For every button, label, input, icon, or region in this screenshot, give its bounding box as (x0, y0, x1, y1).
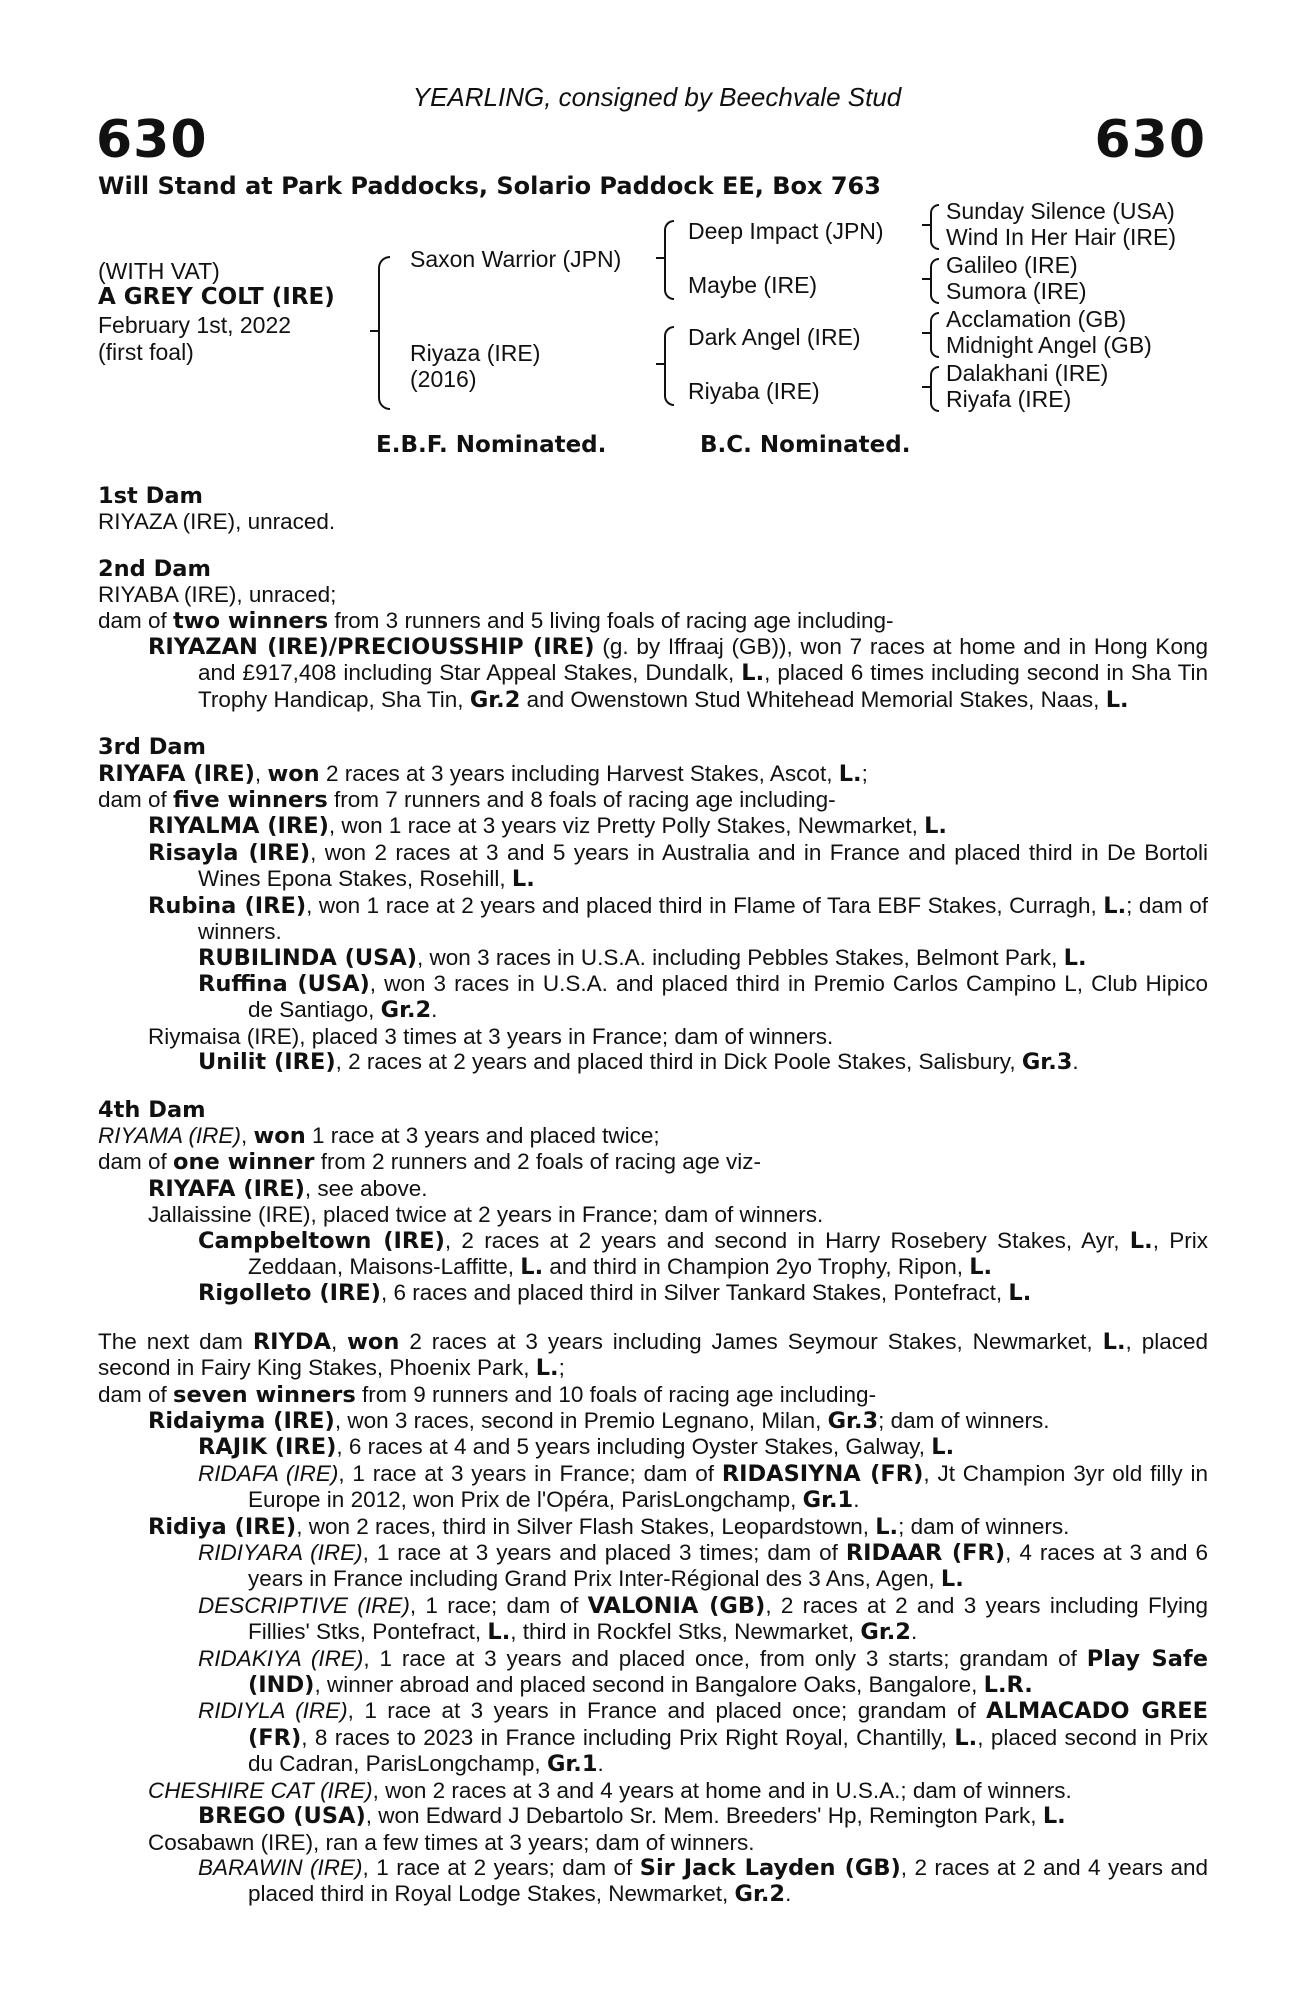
next-dam-produce: dam of seven winners from 9 runners and 10 foals of racing age including- (98, 1381, 877, 1408)
progeny-entry: Rigolleto (IRE), 6 races and placed third in Silver Tankard Stakes, Pontefract, L. (198, 1280, 1032, 1307)
progeny-entry: BREGO (USA), won Edward J Debartolo Sr. Mem. Breeders' Hp, Remington Park, L. (198, 1803, 1066, 1830)
progeny-entry: RAJIK (IRE), 6 races at 4 and 5 years including Oyster Stakes, Galway, L. (198, 1434, 955, 1461)
brace-dam-parents (664, 326, 674, 406)
progeny-entry: Ridiya (IRE), won 2 races, third in Silver Flash Stakes, Leopardstown, L.; dam of winners. (148, 1513, 1070, 1540)
dam-dam: Riyaba (IRE) (688, 378, 820, 404)
sire-dam: Maybe (IRE) (688, 272, 818, 298)
progeny-entry: Risayla (IRE), won 2 races at 3 and 5 years in Australia and in France and placed third in De Bortoli Wines Epona Stakes, Rosehill, L. (148, 839, 1208, 893)
progeny-entry: Ridaiyma (IRE), won 3 races, second in Premio Legnano, Milan, Gr.3; dam of winners. (148, 1408, 1050, 1434)
progeny-entry: DESCRIPTIVE (IRE), 1 race; dam of VALONIA (GB), 2 races at 2 and 3 years including Flying Fillies' Stks, Pontefract, L., third in Rockfel Stks, Newmarket, Gr.2. (198, 1592, 1208, 1646)
second-dam-produce: dam of two winners from 3 runners and 5 living foals of racing age including- (98, 607, 894, 634)
progeny-entry: RIDIYARA (IRE), 1 race at 3 years and placed 3 times; dam of RIDAAR (FR), 4 races at 3 and 6 years in France including Grand Prix Inter-Régional des 3 Ans, Agen, L. (198, 1540, 1208, 1593)
gen3-1: Sunday Silence (USA) (946, 198, 1175, 224)
progeny-entry: Campbeltown (IRE), 2 races at 2 years and second in Harry Rosebery Stakes, Ayr, L., Prix Zeddaan, Maisons-Laffitte, L. and third in Champion 2yo Trophy, Ripon, L. (198, 1227, 1208, 1280)
vat-note: (WITH VAT) (98, 258, 220, 284)
progeny-entry: Rubina (IRE), won 1 race at 2 years and placed third in Flame of Tara EBF Stakes, Curragh, L.; dam of winners. (148, 892, 1208, 945)
progeny-entry: RIDAFA (IRE), 1 race at 3 years in France; dam of RIDASIYNA (FR), Jt Champion 3yr old filly in Europe in 2012, won Prix de l'Opéra, ParisLongchamp, Gr.1. (198, 1460, 1208, 1514)
gen3-5: Acclamation (GB) (946, 306, 1127, 332)
ebf-nomination: E.B.F. Nominated. (376, 432, 607, 458)
dam-year: (2016) (410, 366, 477, 392)
second-dam-line: RIYABA (IRE), unraced; (98, 582, 337, 608)
consignment-subtitle: YEARLING, consigned by Beechvale Stud (412, 82, 902, 112)
brace-sire-dam (378, 256, 390, 410)
first-dam-text: RIYAZA (IRE), unraced. (98, 509, 336, 535)
third-dam-produce: dam of five winners from 7 runners and 8 foals of racing age including- (98, 787, 836, 814)
progeny-entry: RUBILINDA (USA), won 3 races in U.S.A. including Pebbles Stakes, Belmont Park, L. (198, 944, 1087, 971)
subject-name: A GREY COLT (IRE) (98, 284, 335, 310)
dam-sire: Dark Angel (IRE) (688, 324, 861, 350)
fourth-dam-line: RIYAMA (IRE), won 1 race at 3 years and placed twice; (98, 1122, 660, 1149)
next-dam-line: The next dam RIYDA, won 2 races at 3 years including James Seymour Stakes, Newmarket, L., placed second in Fairy King Stakes, Phoenix Park, L.; (98, 1328, 1208, 1382)
first-dam-heading: 1st Dam (98, 483, 203, 509)
dam-name: Riyaza (IRE) (410, 340, 541, 366)
progeny-entry: Ruffina (USA), won 3 races in U.S.A. and placed third in Premio Carlos Campino L, Club Hipico de Santiago, Gr.2. (198, 970, 1208, 1024)
gen3-4: Sumora (IRE) (946, 278, 1087, 304)
sire-name: Saxon Warrior (JPN) (410, 246, 622, 272)
gen3-6: Midnight Angel (GB) (946, 332, 1152, 358)
progeny-entry: Cosabawn (IRE), ran a few times at 3 years; dam of winners. (148, 1829, 755, 1855)
gen3-7: Dalakhani (IRE) (946, 360, 1109, 386)
bc-nomination: B.C. Nominated. (700, 432, 911, 458)
sire-sire: Deep Impact (JPN) (688, 218, 884, 244)
pedigree-chart (0, 200, 1314, 460)
brace-sire-parents (664, 220, 674, 300)
second-dam-heading: 2nd Dam (98, 555, 211, 582)
progeny-entry: RIDAKIYA (IRE), 1 race at 3 years and placed once, from only 3 starts; grandam of Play Safe (IND), winner abroad and placed second in Bangalore Oaks, Bangalore, L.R. (198, 1645, 1208, 1699)
progeny-entry: RIYAZAN (IRE)/PRECIOUSSHIP (IRE) (g. by Iffraaj (GB)), won 7 races at home and in Hong Kong and £917,408 including Star Appeal Stakes, Dundalk, L., placed 6 times including second in Sha Tin Trophy Handicap, Sha Tin, Gr.2 and Owenstown Stud Whitehead Memorial Stakes, Naas, L. (148, 634, 1208, 713)
pedigree-notes (98, 484, 1208, 1908)
fourth-dam-heading: 4th Dam (98, 1096, 206, 1123)
gen3-3: Galileo (IRE) (946, 252, 1078, 278)
subject-note: (first foal) (98, 339, 194, 365)
third-dam-line: RIYAFA (IRE), won 2 races at 3 years including Harvest Stakes, Ascot, L.; (98, 760, 868, 787)
stand-location: Will Stand at Park Paddocks, Solario Paddock EE, Box 763 (98, 172, 881, 200)
progeny-entry: BARAWIN (IRE), 1 race at 2 years; dam of Sir Jack Layden (GB), 2 races at 2 and 4 years and placed third in Royal Lodge Stakes, Newmarket, Gr.2. (198, 1854, 1208, 1908)
fourth-dam-produce: dam of one winner from 2 runners and 2 foals of racing age viz- (98, 1149, 761, 1176)
third-dam-heading: 3rd Dam (98, 734, 206, 761)
progeny-entry: RIYAFA (IRE), see above. (148, 1175, 428, 1202)
progeny-entry: Jallaissine (IRE), placed twice at 2 years in France; dam of winners. (148, 1202, 824, 1228)
progeny-entry: RIDIYLA (IRE), 1 race at 3 years in France and placed once; grandam of ALMACADO GREE (FR), 8 races to 2023 in France including Prix Right Royal, Chantilly, L., placed second in Prix du Cadran, ParisLongchamp, Gr.1. (198, 1698, 1209, 1778)
progeny-entry: Riymaisa (IRE), placed 3 times at 3 years in France; dam of winners. (148, 1023, 834, 1049)
progeny-entry: RIYALMA (IRE), won 1 race at 3 years viz Pretty Polly Stakes, Newmarket, L. (148, 813, 947, 840)
subject-dob: February 1st, 2022 (98, 312, 292, 338)
lot-number-right: 630 (1094, 110, 1206, 170)
progeny-entry: CHESHIRE CAT (IRE), won 2 races at 3 and 4 years at home and in U.S.A.; dam of winners. (148, 1777, 1072, 1803)
lot-number-left: 630 (96, 110, 208, 170)
gen3-2: Wind In Her Hair (IRE) (946, 224, 1177, 250)
progeny-entry: Unilit (IRE), 2 races at 2 years and placed third in Dick Poole Stakes, Salisbury, Gr.3. (198, 1049, 1079, 1076)
gen3-8: Riyafa (IRE) (946, 386, 1072, 412)
